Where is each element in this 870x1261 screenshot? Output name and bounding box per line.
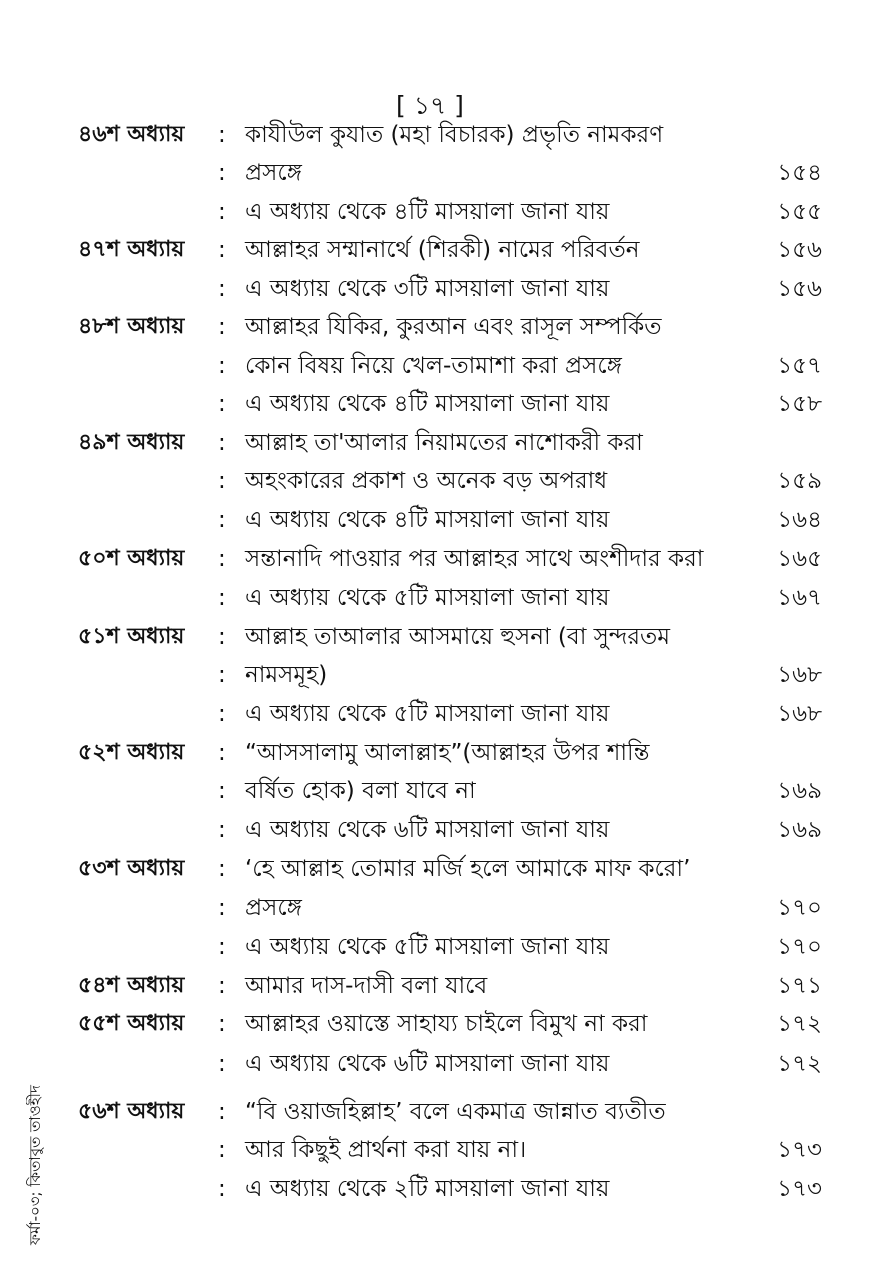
separator-colon: : xyxy=(218,856,226,882)
page-reference: ১৫৫ xyxy=(777,199,822,225)
page-reference: ১৭২ xyxy=(777,1011,822,1037)
separator-colon: : xyxy=(218,314,226,340)
entry-title: ‘হে আল্লাহ তোমার মর্জি হলে আমাকে মাফ করো’ xyxy=(245,856,691,882)
entry-title: এ অধ্যায় থেকে ৪টি মাসয়ালা জানা যায় xyxy=(245,391,610,417)
separator-colon: : xyxy=(218,973,226,999)
page-reference: ১৭২ xyxy=(777,1051,822,1077)
entry-title: আল্লাহর সম্মানার্থে (শিরকী) নামের পরিবর্তন xyxy=(245,237,640,263)
separator-colon: : xyxy=(218,817,226,843)
entry-title: প্রসঙ্গে xyxy=(245,160,302,186)
entry-title: আমার দাস-দাসী বলা যাবে xyxy=(245,973,488,999)
entry-title: আল্লাহর ওয়াস্তে সাহায্য চাইলে বিমুখ না করা xyxy=(245,1011,648,1037)
entry-title: প্রসঙ্গে xyxy=(245,895,302,921)
separator-colon: : xyxy=(218,701,226,727)
page-reference: ১৬৯ xyxy=(777,817,822,843)
entry-title: আল্লাহ তা'আলার নিয়ামতের নাশোকরী করা xyxy=(245,430,643,456)
entry-title: আল্লাহর যিকির, কুরআন এবং রাসূল সম্পর্কিত xyxy=(245,314,662,340)
entry-title: আল্লাহ তাআলার আসমায়ে হুসনা (বা সুন্দরতম xyxy=(245,624,671,650)
chapter-label: ৫২শ অধ্যায় xyxy=(78,740,185,765)
entry-title: নামসমূহ) xyxy=(245,662,328,688)
page-reference: ১৬৮ xyxy=(777,662,822,688)
entry-title: কাযীউল কুযাত (মহা বিচারক) প্রভৃতি নামকরণ xyxy=(245,122,664,148)
page-reference: ১৭০ xyxy=(777,895,822,921)
page-reference: ১৫৮ xyxy=(777,391,822,417)
separator-colon: : xyxy=(218,662,226,688)
page-reference: ১৬৮ xyxy=(777,701,822,727)
separator-colon: : xyxy=(218,353,226,379)
separator-colon: : xyxy=(218,934,226,960)
separator-colon: : xyxy=(218,199,226,225)
page-reference: ১৭১ xyxy=(777,973,822,999)
separator-colon: : xyxy=(218,624,226,650)
page-number: [ ১৭ ] xyxy=(396,91,464,120)
page-reference: ১৬৫ xyxy=(777,546,822,572)
separator-colon: : xyxy=(218,276,226,302)
chapter-label: ৫৬শ অধ্যায় xyxy=(78,1099,185,1124)
chapter-label: ৫০শ অধ্যায় xyxy=(78,546,185,571)
entry-title: এ অধ্যায় থেকে ২টি মাসয়ালা জানা যায় xyxy=(245,1176,610,1202)
page-reference: ১৫৬ xyxy=(777,276,822,302)
entry-title: “আসসালামু আলাল্লাহ”(আল্লাহর উপর শান্তি xyxy=(245,740,650,766)
chapter-label: ৪৬শ অধ্যায় xyxy=(78,122,185,147)
separator-colon: : xyxy=(218,468,226,494)
chapter-label: ৫৫শ অধ্যায় xyxy=(78,1011,185,1036)
entry-title: এ অধ্যায় থেকে ৫টি মাসয়ালা জানা যায় xyxy=(245,701,610,727)
page-reference: ১৫৪ xyxy=(777,160,822,186)
entry-title: এ অধ্যায় থেকে ৬টি মাসয়ালা জানা যায় xyxy=(245,1051,610,1077)
page-reference: ১৭৩ xyxy=(777,1176,822,1202)
separator-colon: : xyxy=(218,391,226,417)
page-reference: ১৬৭ xyxy=(777,585,822,611)
chapter-label: ৫১শ অধ্যায় xyxy=(78,624,185,649)
entry-title: আর কিছুই প্রার্থনা করা যায় না। xyxy=(245,1137,527,1163)
entry-title: কোন বিষয় নিয়ে খেল-তামাশা করা প্রসঙ্গে xyxy=(245,353,622,379)
entry-title: এ অধ্যায় থেকে ৬টি মাসয়ালা জানা যায় xyxy=(245,817,610,843)
page-reference: ১৫৬ xyxy=(777,237,822,263)
page-reference: ১৬৯ xyxy=(777,778,822,804)
separator-colon: : xyxy=(218,1176,226,1202)
separator-colon: : xyxy=(218,1011,226,1037)
chapter-label: ৪৯শ অধ্যায় xyxy=(78,430,185,455)
chapter-label: ৫৩শ অধ্যায় xyxy=(78,856,185,881)
separator-colon: : xyxy=(218,237,226,263)
page-reference: ১৭৩ xyxy=(777,1137,822,1163)
separator-colon: : xyxy=(218,546,226,572)
separator-colon: : xyxy=(218,778,226,804)
separator-colon: : xyxy=(218,122,226,148)
entry-title: এ অধ্যায় থেকে ৫টি মাসয়ালা জানা যায় xyxy=(245,585,610,611)
separator-colon: : xyxy=(218,1137,226,1163)
separator-colon: : xyxy=(218,1051,226,1077)
entry-title: বর্ষিত হোক) বলা যাবে না xyxy=(245,778,476,804)
entry-title: অহংকারের প্রকাশ ও অনেক বড় অপরাধ xyxy=(245,468,608,494)
entry-title: এ অধ্যায় থেকে ৫টি মাসয়ালা জানা যায় xyxy=(245,934,610,960)
entry-title: এ অধ্যায় থেকে ৩টি মাসয়ালা জানা যায় xyxy=(245,276,610,302)
separator-colon: : xyxy=(218,895,226,921)
separator-colon: : xyxy=(218,585,226,611)
entry-title: “বি ওয়াজহিল্লাহ’ বলে একমাত্র জান্নাত ব্যতীত xyxy=(245,1099,666,1125)
entry-title: সন্তানাদি পাওয়ার পর আল্লাহর সাথে অংশীদার করা xyxy=(245,546,704,572)
signature-mark: ফর্মা-০৩; কিতাবুত তাওহীদ xyxy=(26,1085,44,1245)
separator-colon: : xyxy=(218,507,226,533)
page-reference: ১৭০ xyxy=(777,934,822,960)
chapter-label: ৫৪শ অধ্যায় xyxy=(78,973,185,998)
separator-colon: : xyxy=(218,160,226,186)
chapter-label: ৪৭শ অধ্যায় xyxy=(78,237,185,262)
separator-colon: : xyxy=(218,430,226,456)
page-reference: ১৬৪ xyxy=(777,507,822,533)
separator-colon: : xyxy=(218,740,226,766)
entry-title: এ অধ্যায় থেকে ৪টি মাসয়ালা জানা যায় xyxy=(245,507,610,533)
page-reference: ১৫৭ xyxy=(777,353,822,379)
page-reference: ১৫৯ xyxy=(777,468,822,494)
separator-colon: : xyxy=(218,1099,226,1125)
chapter-label: ৪৮শ অধ্যায় xyxy=(78,314,185,339)
entry-title: এ অধ্যায় থেকে ৪টি মাসয়ালা জানা যায় xyxy=(245,199,610,225)
